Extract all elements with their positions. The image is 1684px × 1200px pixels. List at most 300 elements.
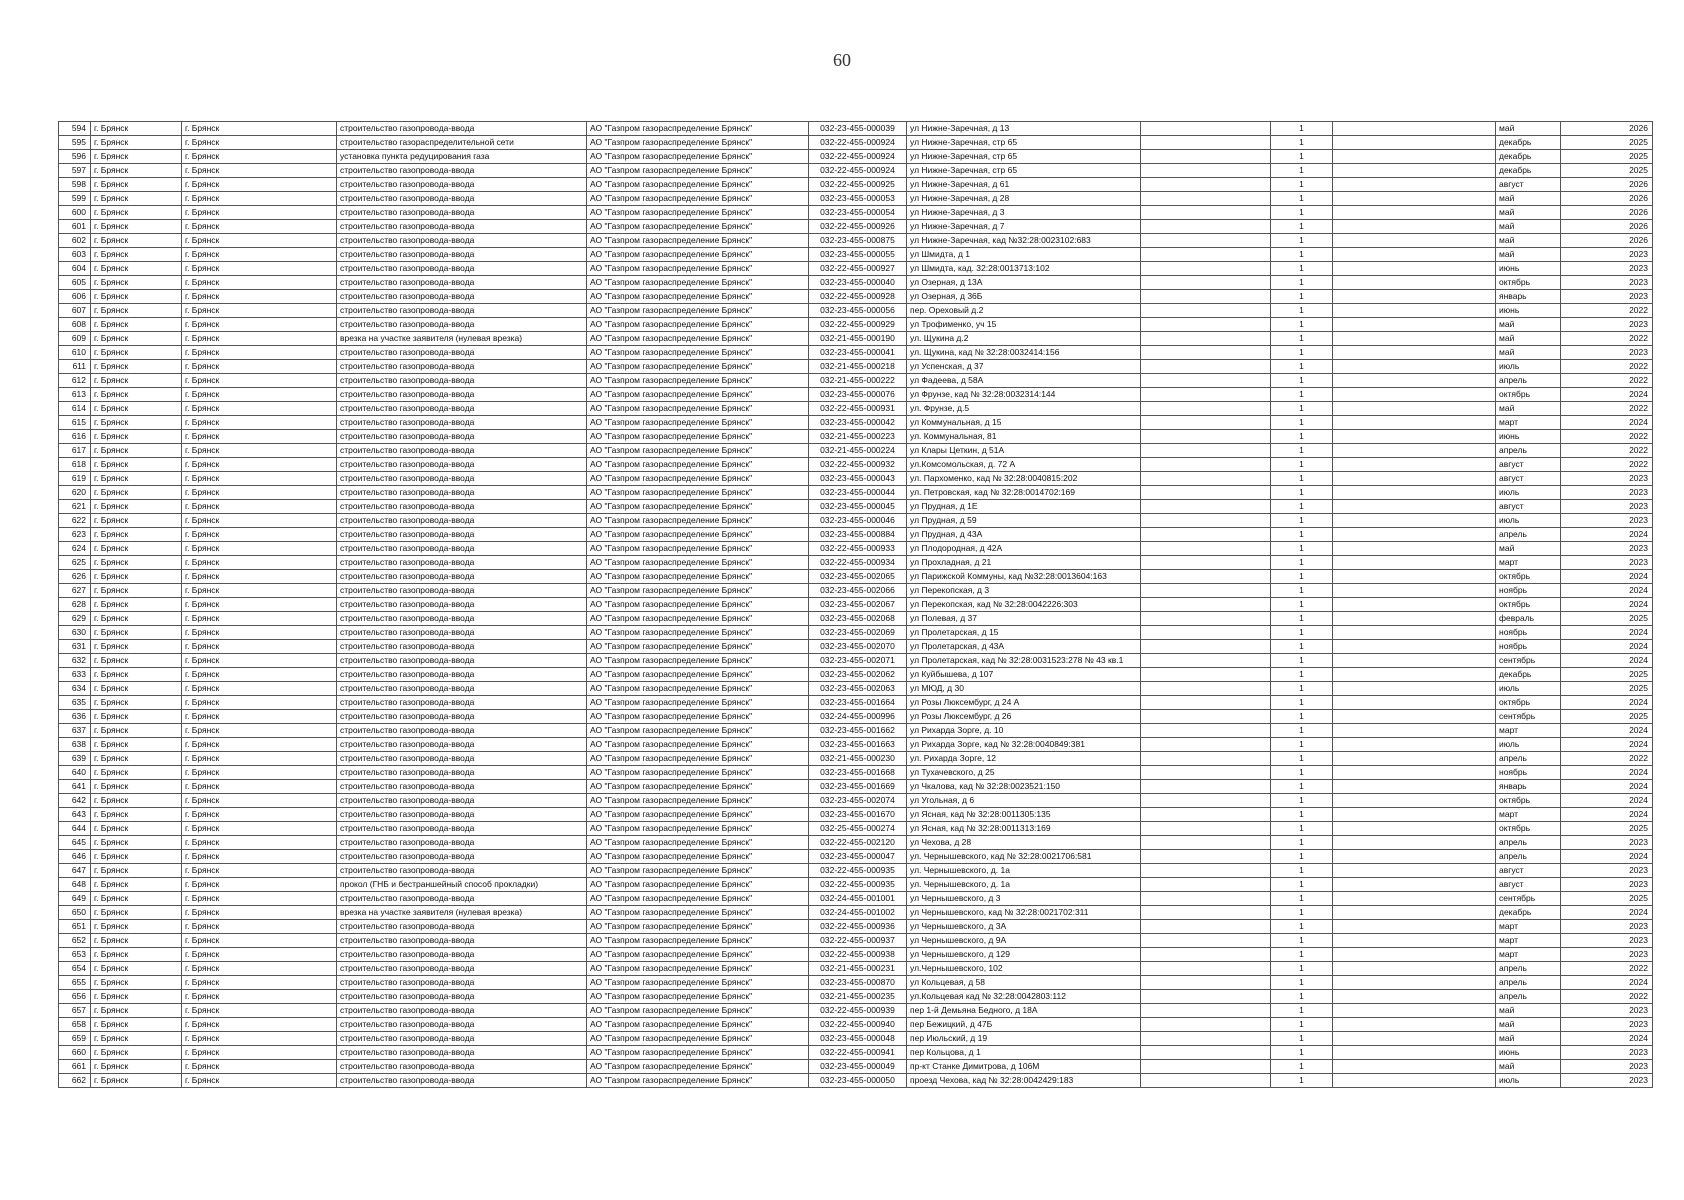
quantity: 1 xyxy=(1271,640,1333,654)
empty-column xyxy=(1141,290,1271,304)
organization: АО "Газпром газораспределение Брянск" xyxy=(587,612,809,626)
organization: АО "Газпром газораспределение Брянск" xyxy=(587,584,809,598)
quantity: 1 xyxy=(1271,920,1333,934)
address: ул. Чернышевского, кад № 32:28:0021706:581 xyxy=(907,850,1141,864)
quantity: 1 xyxy=(1271,556,1333,570)
municipality: г. Брянск xyxy=(91,836,182,850)
municipality: г. Брянск xyxy=(91,906,182,920)
application-number: 032-22-455-000925 xyxy=(809,178,907,192)
work-type: строительство газопровода-ввода xyxy=(337,248,587,262)
table-row xyxy=(59,514,1653,528)
address: пер. Ореховый д.2 xyxy=(907,304,1141,318)
year: 2023 xyxy=(1561,920,1653,934)
row-number: 596 xyxy=(59,150,91,164)
municipality: г. Брянск xyxy=(91,304,182,318)
empty-column xyxy=(1141,710,1271,724)
empty-column xyxy=(1333,206,1496,220)
month: апрель xyxy=(1496,752,1561,766)
empty-column xyxy=(1141,262,1271,276)
application-number: 032-23-455-000050 xyxy=(809,1074,907,1088)
work-type: строительство газопровода-ввода xyxy=(337,752,587,766)
month: апрель xyxy=(1496,962,1561,976)
address: ул Чехова, д 28 xyxy=(907,836,1141,850)
address: ул Чернышевского, д 3А xyxy=(907,920,1141,934)
municipality: г. Брянск xyxy=(91,920,182,934)
month: июнь xyxy=(1496,1046,1561,1060)
address: ул Нижне-Заречная, д 7 xyxy=(907,220,1141,234)
quantity: 1 xyxy=(1271,1004,1333,1018)
settlement: г. Брянск xyxy=(182,304,337,318)
settlement: г. Брянск xyxy=(182,850,337,864)
settlement: г. Брянск xyxy=(182,360,337,374)
work-type: строительство газопровода-ввода xyxy=(337,948,587,962)
table-row xyxy=(59,654,1653,668)
organization: АО "Газпром газораспределение Брянск" xyxy=(587,794,809,808)
organization: АО "Газпром газораспределение Брянск" xyxy=(587,1046,809,1060)
municipality: г. Брянск xyxy=(91,822,182,836)
table-row xyxy=(59,192,1653,206)
empty-column xyxy=(1333,822,1496,836)
work-type: прокол (ГНБ и бестраншейный способ прокладки) xyxy=(337,878,587,892)
empty-column xyxy=(1141,724,1271,738)
settlement: г. Брянск xyxy=(182,612,337,626)
application-number: 032-24-455-000996 xyxy=(809,710,907,724)
address: ул Прудная, д 1Е xyxy=(907,500,1141,514)
month: декабрь xyxy=(1496,150,1561,164)
row-number: 649 xyxy=(59,892,91,906)
empty-column xyxy=(1141,584,1271,598)
empty-column xyxy=(1333,1032,1496,1046)
empty-column xyxy=(1333,276,1496,290)
table-row xyxy=(59,304,1653,318)
application-number: 032-23-455-000053 xyxy=(809,192,907,206)
empty-column xyxy=(1333,248,1496,262)
settlement: г. Брянск xyxy=(182,1018,337,1032)
empty-column xyxy=(1333,724,1496,738)
year: 2025 xyxy=(1561,668,1653,682)
organization: АО "Газпром газораспределение Брянск" xyxy=(587,346,809,360)
municipality: г. Брянск xyxy=(91,318,182,332)
empty-column xyxy=(1141,528,1271,542)
row-number: 642 xyxy=(59,794,91,808)
settlement: г. Брянск xyxy=(182,1032,337,1046)
row-number: 639 xyxy=(59,752,91,766)
empty-column xyxy=(1333,1004,1496,1018)
quantity: 1 xyxy=(1271,206,1333,220)
municipality: г. Брянск xyxy=(91,780,182,794)
municipality: г. Брянск xyxy=(91,500,182,514)
settlement: г. Брянск xyxy=(182,262,337,276)
month: март xyxy=(1496,920,1561,934)
year: 2023 xyxy=(1561,864,1653,878)
year: 2024 xyxy=(1561,584,1653,598)
municipality: г. Брянск xyxy=(91,696,182,710)
municipality: г. Брянск xyxy=(91,640,182,654)
table-row xyxy=(59,248,1653,262)
year: 2026 xyxy=(1561,192,1653,206)
empty-column xyxy=(1141,276,1271,290)
quantity: 1 xyxy=(1271,1074,1333,1088)
table-row xyxy=(59,696,1653,710)
table-row xyxy=(59,934,1653,948)
municipality: г. Брянск xyxy=(91,1032,182,1046)
row-number: 631 xyxy=(59,640,91,654)
work-type: строительство газопровода-ввода xyxy=(337,682,587,696)
address: ул Пролетарская, д 43А xyxy=(907,640,1141,654)
settlement: г. Брянск xyxy=(182,752,337,766)
quantity: 1 xyxy=(1271,416,1333,430)
table-row xyxy=(59,234,1653,248)
address: ул. Чернышевского, д. 1а xyxy=(907,878,1141,892)
settlement: г. Брянск xyxy=(182,234,337,248)
settlement: г. Брянск xyxy=(182,878,337,892)
row-number: 633 xyxy=(59,668,91,682)
settlement: г. Брянск xyxy=(182,374,337,388)
month: декабрь xyxy=(1496,136,1561,150)
municipality: г. Брянск xyxy=(91,220,182,234)
year: 2022 xyxy=(1561,458,1653,472)
organization: АО "Газпром газораспределение Брянск" xyxy=(587,654,809,668)
row-number: 604 xyxy=(59,262,91,276)
municipality: г. Брянск xyxy=(91,710,182,724)
address: ул Прудная, д 43А xyxy=(907,528,1141,542)
table-row xyxy=(59,570,1653,584)
municipality: г. Брянск xyxy=(91,612,182,626)
organization: АО "Газпром газораспределение Брянск" xyxy=(587,906,809,920)
year: 2024 xyxy=(1561,850,1653,864)
row-number: 625 xyxy=(59,556,91,570)
work-type: строительство газопровода-ввода xyxy=(337,612,587,626)
empty-column xyxy=(1141,150,1271,164)
settlement: г. Брянск xyxy=(182,318,337,332)
settlement: г. Брянск xyxy=(182,668,337,682)
month: ноябрь xyxy=(1496,584,1561,598)
empty-column xyxy=(1141,766,1271,780)
work-type: строительство газопровода-ввода xyxy=(337,990,587,1004)
year: 2024 xyxy=(1561,738,1653,752)
empty-column xyxy=(1141,486,1271,500)
month: март xyxy=(1496,808,1561,822)
municipality: г. Брянск xyxy=(91,178,182,192)
application-number: 032-21-455-000223 xyxy=(809,430,907,444)
organization: АО "Газпром газораспределение Брянск" xyxy=(587,192,809,206)
settlement: г. Брянск xyxy=(182,920,337,934)
empty-column xyxy=(1141,612,1271,626)
month: март xyxy=(1496,948,1561,962)
address: ул Фадеева, д 58А xyxy=(907,374,1141,388)
empty-column xyxy=(1333,374,1496,388)
month: июль xyxy=(1496,1074,1561,1088)
municipality: г. Брянск xyxy=(91,948,182,962)
year: 2024 xyxy=(1561,570,1653,584)
address: ул.Комсомольская, д. 72 А xyxy=(907,458,1141,472)
year: 2023 xyxy=(1561,556,1653,570)
empty-column xyxy=(1333,808,1496,822)
month: май xyxy=(1496,122,1561,136)
address: ул Чернышевского, д 3 xyxy=(907,892,1141,906)
settlement: г. Брянск xyxy=(182,934,337,948)
municipality: г. Брянск xyxy=(91,458,182,472)
quantity: 1 xyxy=(1271,962,1333,976)
address: пер 1-й Демьяна Бедного, д 18А xyxy=(907,1004,1141,1018)
quantity: 1 xyxy=(1271,360,1333,374)
work-type: строительство газопровода-ввода xyxy=(337,290,587,304)
settlement: г. Брянск xyxy=(182,402,337,416)
settlement: г. Брянск xyxy=(182,472,337,486)
table-row xyxy=(59,318,1653,332)
table-row xyxy=(59,388,1653,402)
empty-column xyxy=(1141,430,1271,444)
year: 2024 xyxy=(1561,528,1653,542)
month: февраль xyxy=(1496,612,1561,626)
municipality: г. Брянск xyxy=(91,934,182,948)
empty-column xyxy=(1333,472,1496,486)
settlement: г. Брянск xyxy=(182,836,337,850)
quantity: 1 xyxy=(1271,976,1333,990)
address: ул Перекопская, кад № 32:28:0042226:303 xyxy=(907,598,1141,612)
address: ул Розы Люксембург, д 26 xyxy=(907,710,1141,724)
work-type: врезка на участке заявителя (нулевая врезка) xyxy=(337,332,587,346)
municipality: г. Брянск xyxy=(91,332,182,346)
organization: АО "Газпром газораспределение Брянск" xyxy=(587,864,809,878)
application-number: 032-23-455-000076 xyxy=(809,388,907,402)
year: 2023 xyxy=(1561,248,1653,262)
year: 2023 xyxy=(1561,514,1653,528)
quantity: 1 xyxy=(1271,528,1333,542)
empty-column xyxy=(1333,234,1496,248)
quantity: 1 xyxy=(1271,122,1333,136)
quantity: 1 xyxy=(1271,668,1333,682)
application-number: 032-23-455-002069 xyxy=(809,626,907,640)
row-number: 654 xyxy=(59,962,91,976)
organization: АО "Газпром газораспределение Брянск" xyxy=(587,276,809,290)
row-number: 650 xyxy=(59,906,91,920)
settlement: г. Брянск xyxy=(182,738,337,752)
table-row xyxy=(59,276,1653,290)
address: ул Озерная, д 13А xyxy=(907,276,1141,290)
empty-column xyxy=(1141,1018,1271,1032)
municipality: г. Брянск xyxy=(91,850,182,864)
municipality: г. Брянск xyxy=(91,808,182,822)
year: 2022 xyxy=(1561,990,1653,1004)
municipality: г. Брянск xyxy=(91,122,182,136)
settlement: г. Брянск xyxy=(182,416,337,430)
month: ноябрь xyxy=(1496,640,1561,654)
month: июль xyxy=(1496,738,1561,752)
organization: АО "Газпром газораспределение Брянск" xyxy=(587,668,809,682)
year: 2022 xyxy=(1561,304,1653,318)
year: 2023 xyxy=(1561,290,1653,304)
application-number: 032-22-455-000941 xyxy=(809,1046,907,1060)
organization: АО "Газпром газораспределение Брянск" xyxy=(587,1004,809,1018)
organization: АО "Газпром газораспределение Брянск" xyxy=(587,206,809,220)
application-number: 032-22-455-000937 xyxy=(809,934,907,948)
month: апрель xyxy=(1496,444,1561,458)
address: ул Прудная, д 59 xyxy=(907,514,1141,528)
municipality: г. Брянск xyxy=(91,1074,182,1088)
month: июль xyxy=(1496,486,1561,500)
municipality: г. Брянск xyxy=(91,864,182,878)
organization: АО "Газпром газораспределение Брянск" xyxy=(587,486,809,500)
empty-column xyxy=(1333,402,1496,416)
settlement: г. Брянск xyxy=(182,164,337,178)
organization: АО "Газпром газораспределение Брянск" xyxy=(587,920,809,934)
quantity: 1 xyxy=(1271,402,1333,416)
organization: АО "Газпром газораспределение Брянск" xyxy=(587,738,809,752)
month: май xyxy=(1496,346,1561,360)
year: 2026 xyxy=(1561,206,1653,220)
empty-column xyxy=(1333,262,1496,276)
empty-column xyxy=(1333,1060,1496,1074)
month: май xyxy=(1496,234,1561,248)
row-number: 655 xyxy=(59,976,91,990)
organization: АО "Газпром газораспределение Брянск" xyxy=(587,514,809,528)
municipality: г. Брянск xyxy=(91,1018,182,1032)
empty-column xyxy=(1333,346,1496,360)
table-row xyxy=(59,892,1653,906)
work-type: строительство газопровода-ввода xyxy=(337,346,587,360)
application-number: 032-21-455-000230 xyxy=(809,752,907,766)
month: август xyxy=(1496,864,1561,878)
month: декабрь xyxy=(1496,668,1561,682)
settlement: г. Брянск xyxy=(182,654,337,668)
quantity: 1 xyxy=(1271,514,1333,528)
empty-column xyxy=(1141,136,1271,150)
row-number: 611 xyxy=(59,360,91,374)
row-number: 638 xyxy=(59,738,91,752)
year: 2022 xyxy=(1561,752,1653,766)
municipality: г. Брянск xyxy=(91,374,182,388)
municipality: г. Брянск xyxy=(91,150,182,164)
month: апрель xyxy=(1496,976,1561,990)
table-row xyxy=(59,752,1653,766)
work-type: строительство газопровода-ввода xyxy=(337,850,587,864)
address: ул Нижне-Заречная, д 13 xyxy=(907,122,1141,136)
table-row xyxy=(59,640,1653,654)
settlement: г. Брянск xyxy=(182,584,337,598)
empty-column xyxy=(1333,430,1496,444)
month: май xyxy=(1496,1032,1561,1046)
address: ул Угольная, д 6 xyxy=(907,794,1141,808)
application-number: 032-22-455-000931 xyxy=(809,402,907,416)
work-type: строительство газопровода-ввода xyxy=(337,934,587,948)
year: 2025 xyxy=(1561,710,1653,724)
quantity: 1 xyxy=(1271,374,1333,388)
month: август xyxy=(1496,500,1561,514)
quantity: 1 xyxy=(1271,878,1333,892)
work-type: строительство газопровода-ввода xyxy=(337,388,587,402)
empty-column xyxy=(1333,878,1496,892)
municipality: г. Брянск xyxy=(91,276,182,290)
year: 2025 xyxy=(1561,136,1653,150)
organization: АО "Газпром газораспределение Брянск" xyxy=(587,682,809,696)
quantity: 1 xyxy=(1271,738,1333,752)
row-number: 648 xyxy=(59,878,91,892)
month: октябрь xyxy=(1496,696,1561,710)
address: пер Бежицкий, д 47Б xyxy=(907,1018,1141,1032)
table-row xyxy=(59,1060,1653,1074)
settlement: г. Брянск xyxy=(182,430,337,444)
work-type: строительство газораспределительной сети xyxy=(337,136,587,150)
quantity: 1 xyxy=(1271,346,1333,360)
row-number: 606 xyxy=(59,290,91,304)
year: 2023 xyxy=(1561,836,1653,850)
settlement: г. Брянск xyxy=(182,724,337,738)
municipality: г. Брянск xyxy=(91,290,182,304)
work-type: строительство газопровода-ввода xyxy=(337,122,587,136)
row-number: 645 xyxy=(59,836,91,850)
quantity: 1 xyxy=(1271,654,1333,668)
table-row xyxy=(59,556,1653,570)
settlement: г. Брянск xyxy=(182,1046,337,1060)
organization: АО "Газпром газораспределение Брянск" xyxy=(587,402,809,416)
organization: АО "Газпром газораспределение Брянск" xyxy=(587,696,809,710)
empty-column xyxy=(1141,192,1271,206)
empty-column xyxy=(1333,766,1496,780)
address: ул. Щукина, кад № 32:28:0032414:156 xyxy=(907,346,1141,360)
address: ул Нижне-Заречная, кад №32:28:0023102:683 xyxy=(907,234,1141,248)
settlement: г. Брянск xyxy=(182,542,337,556)
application-number: 032-22-455-000924 xyxy=(809,164,907,178)
empty-column xyxy=(1141,920,1271,934)
table-row xyxy=(59,542,1653,556)
address: ул Нижне-Заречная, стр 65 xyxy=(907,164,1141,178)
year: 2026 xyxy=(1561,178,1653,192)
year: 2024 xyxy=(1561,598,1653,612)
work-type: строительство газопровода-ввода xyxy=(337,416,587,430)
organization: АО "Газпром газораспределение Брянск" xyxy=(587,850,809,864)
empty-column xyxy=(1333,598,1496,612)
row-number: 594 xyxy=(59,122,91,136)
organization: АО "Газпром газораспределение Брянск" xyxy=(587,332,809,346)
quantity: 1 xyxy=(1271,696,1333,710)
address: ул Плодородная, д 42А xyxy=(907,542,1141,556)
work-type: строительство газопровода-ввода xyxy=(337,766,587,780)
settlement: г. Брянск xyxy=(182,136,337,150)
quantity: 1 xyxy=(1271,192,1333,206)
year: 2022 xyxy=(1561,332,1653,346)
row-number: 595 xyxy=(59,136,91,150)
empty-column xyxy=(1333,1046,1496,1060)
year: 2025 xyxy=(1561,682,1653,696)
month: март xyxy=(1496,934,1561,948)
settlement: г. Брянск xyxy=(182,780,337,794)
year: 2026 xyxy=(1561,122,1653,136)
municipality: г. Брянск xyxy=(91,962,182,976)
application-number: 032-24-455-001002 xyxy=(809,906,907,920)
application-number: 032-23-455-000039 xyxy=(809,122,907,136)
table-row xyxy=(59,738,1653,752)
organization: АО "Газпром газораспределение Брянск" xyxy=(587,444,809,458)
row-number: 616 xyxy=(59,430,91,444)
work-type: установка пункта редуцирования газа xyxy=(337,150,587,164)
year: 2025 xyxy=(1561,822,1653,836)
empty-column xyxy=(1333,626,1496,640)
application-number: 032-22-455-000940 xyxy=(809,1018,907,1032)
municipality: г. Брянск xyxy=(91,402,182,416)
year: 2025 xyxy=(1561,150,1653,164)
table-row xyxy=(59,206,1653,220)
empty-column xyxy=(1333,794,1496,808)
settlement: г. Брянск xyxy=(182,192,337,206)
settlement: г. Брянск xyxy=(182,220,337,234)
settlement: г. Брянск xyxy=(182,990,337,1004)
row-number: 599 xyxy=(59,192,91,206)
empty-column xyxy=(1141,542,1271,556)
table-row xyxy=(59,794,1653,808)
quantity: 1 xyxy=(1271,808,1333,822)
municipality: г. Брянск xyxy=(91,472,182,486)
